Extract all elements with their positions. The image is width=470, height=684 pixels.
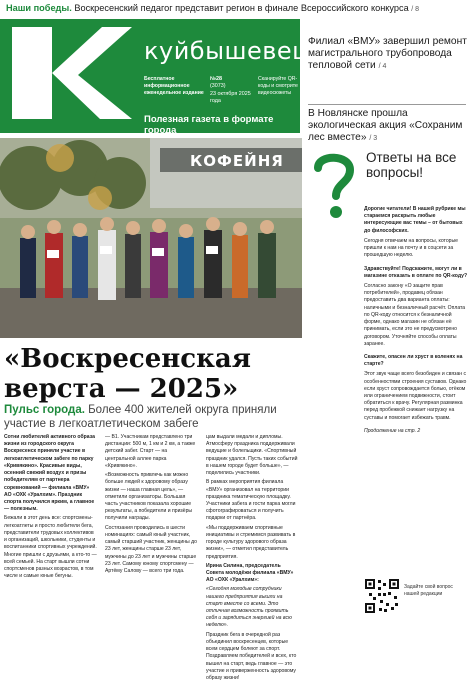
quote-author: Ирина Силина, председатель Совета молодёжи филиала «ВМУ» АО «ОХК «Уралхим»: (206, 562, 294, 584)
slogan: Полезная газета в формате города (144, 114, 274, 136)
quote-text: «Сегодня молодые сотрудники нашего предприятия вышли на старт вместе со всеми. Это отличная возможность проявить себя и зарядиться энергией на всю неделю». (206, 586, 292, 629)
qa-sidebar (308, 146, 468, 624)
qa-question: Скажите, опасен ли хруст в коленях на старте? (364, 353, 463, 368)
top-news-text: Воскресенский педагог представит регион в финале Всероссийского конкурса (71, 3, 409, 13)
qa-footer-note: Задайте свой вопрос нашей редакции (404, 584, 453, 597)
article-column-3 (206, 434, 299, 684)
article-body (4, 434, 302, 681)
teaser-heating-repair[interactable] (308, 36, 468, 72)
issue-info (210, 76, 256, 105)
subheadline (4, 404, 304, 432)
cafe-sign: КОФЕЙНЯ (190, 152, 284, 170)
race-photo (0, 138, 302, 338)
teaser-text: Филиал «ВМУ» завершил ремонт магистрального трубопровода тепловой сети (308, 36, 467, 72)
article-paragraph: Праздник бега в очередной раз объединил воскресенцев, которые всем сердцем болеют за спорт. Поздравляем победителей и всех, кто вышел на старт, ведь главное — это участие и приверженность здоровому образу жизни! (206, 631, 297, 681)
article-column-2 (105, 434, 198, 577)
issue-date: 23 октября 2025 года (210, 90, 251, 104)
qa-question: Здравствуйте! Подскажите, могут ли в магазине отказать в оплате по QR-коду? (364, 265, 468, 279)
issue-number: №28 (210, 76, 223, 82)
teaser-eco-action[interactable] (308, 108, 468, 144)
article-paragraph: Состязания проводились в шести номинациях: самый юный участник, самый старший участник, женщины до 23 лет, женщины старше 23 лет, мужчины до 23 лет и мужчины старше 23 лет. Самому юному спортсмену — Артёму Салову — всего три года. (105, 524, 197, 574)
issue-extra: (3073) (210, 83, 226, 90)
article-paragraph: Бежали в этот день все: спортсмены-легкоатлеты и просто любители бега, представители трудовых коллективов и организаций, школьники, студенты и воспитанники спортивных учреждений. Многие пришли с друзьями, а кто-то — всей семьей. На старт вышли сотни спортсменов разных возрастов, в том числе и самые юные бегуны. (4, 515, 97, 580)
question-mark-icon (310, 148, 358, 224)
top-news-kicker: Наши победы. (6, 3, 72, 13)
top-news-strip[interactable] (0, 0, 470, 18)
qa-intro-question: Дорогие читатели! В нашей рубрике мы стараемся раскрыть любые интересующие вас темы – от бытовых до философских. (364, 206, 466, 234)
article-lead: Сотни любителей активного образа жизни из городского округа Воскресенск приняли участие в легкоатлетическом забеге по парку «Кривякино». Красивые виды, осенний свежий воздух и призы победителям от партнера соревнований — филиала «ВМУ» АО «ОХК «Уралхим». Праздник спорта получился ярким, а главное — полезным. (4, 434, 95, 513)
teaser-text: В Новлянске прошла экологическая акция «Сохраним лес вместе» (308, 108, 463, 144)
subhead-kicker: Пульс города. (4, 404, 85, 416)
article-paragraph: В рамках мероприятия филиала «ВМУ» организовал на территории праздника тематическую площадку. Участники забега и гости парка могли сфотографироваться и получить подарки от партнёра. (206, 479, 296, 522)
qa-continued[interactable]: Продолжение на стр. 2 (364, 427, 421, 434)
qa-intro-text: Сегодня отвечаем на вопросы, которые пришли к нам на почту и в соцсети за прошедшую неделю. (364, 237, 458, 259)
teaser-divider (308, 104, 466, 105)
qr-code-icon[interactable] (364, 578, 400, 614)
qa-answer: Этот звук чаще всего безобиден и связан с особенностями строения суставов. Однако если хруст сопровождается болью, отёком или ограничением подвижности, стоит обратиться к врачу. Регулярная разминка перед пробежкой снижает нагрузку на суставы и помогает избежать травм. (364, 371, 467, 421)
qa-answer: Согласно закону «О защите прав потребителей», продавец обязан предоставить два варианта оплаты: наличными и безналичный расчёт. Оплата по QR-коду относится к безналичной форме, однако магазин не обязан её принимать, если это не предусмотрено договором. Уточняйте способы оплаты заранее. (364, 282, 466, 347)
article-paragraph: «Мы поддерживаем спортивные инициативы и стремимся развивать в городе культуру здорового образа жизни», — отметил представитель предприятия. (206, 524, 296, 560)
qa-title: Ответы на все вопросы! (366, 150, 457, 181)
teaser-page: / 3 (369, 135, 378, 143)
qr-note: Сканируйте QR-коды и смотрите видеосюжеты (258, 76, 298, 97)
qa-body (364, 206, 468, 435)
article-paragraph: цам выдали медали и дипломы. Атмосферу праздника поддерживали ведущие и болельщики. «Спортивный праздник удался. Пусть таких событий в нашем городе будет больше», — поделились участники. (206, 434, 298, 477)
article-column-1 (4, 434, 97, 582)
teaser-page: / 4 (378, 63, 387, 71)
free-edition-note: Бесплатное информационное еженедельное издание (144, 76, 204, 97)
top-news-page: / 8 (411, 6, 420, 13)
masthead (0, 19, 310, 136)
article-paragraph: «Возможность привлечь как можно больше людей к здоровому образу жизни — наша главная цель», — отметили организаторы. Большая часть участников показала хорошие результаты, а победители и призёры получили награды. (105, 472, 193, 522)
k-logo-icon (6, 23, 134, 123)
article-paragraph: — В1. Участникам представлено три дистанции: 500 м, 1 км и 2 км, а также детский забег. Старт — на центральной аллее парка «Кривякино». (105, 434, 196, 469)
subhead-text: Более 400 жителей округа приняли участие в легкоатлетическом забеге (4, 404, 277, 430)
brand-name: куйбышевец (144, 37, 310, 65)
main-headline: «Воскресенская верста — 2025» (4, 344, 251, 405)
